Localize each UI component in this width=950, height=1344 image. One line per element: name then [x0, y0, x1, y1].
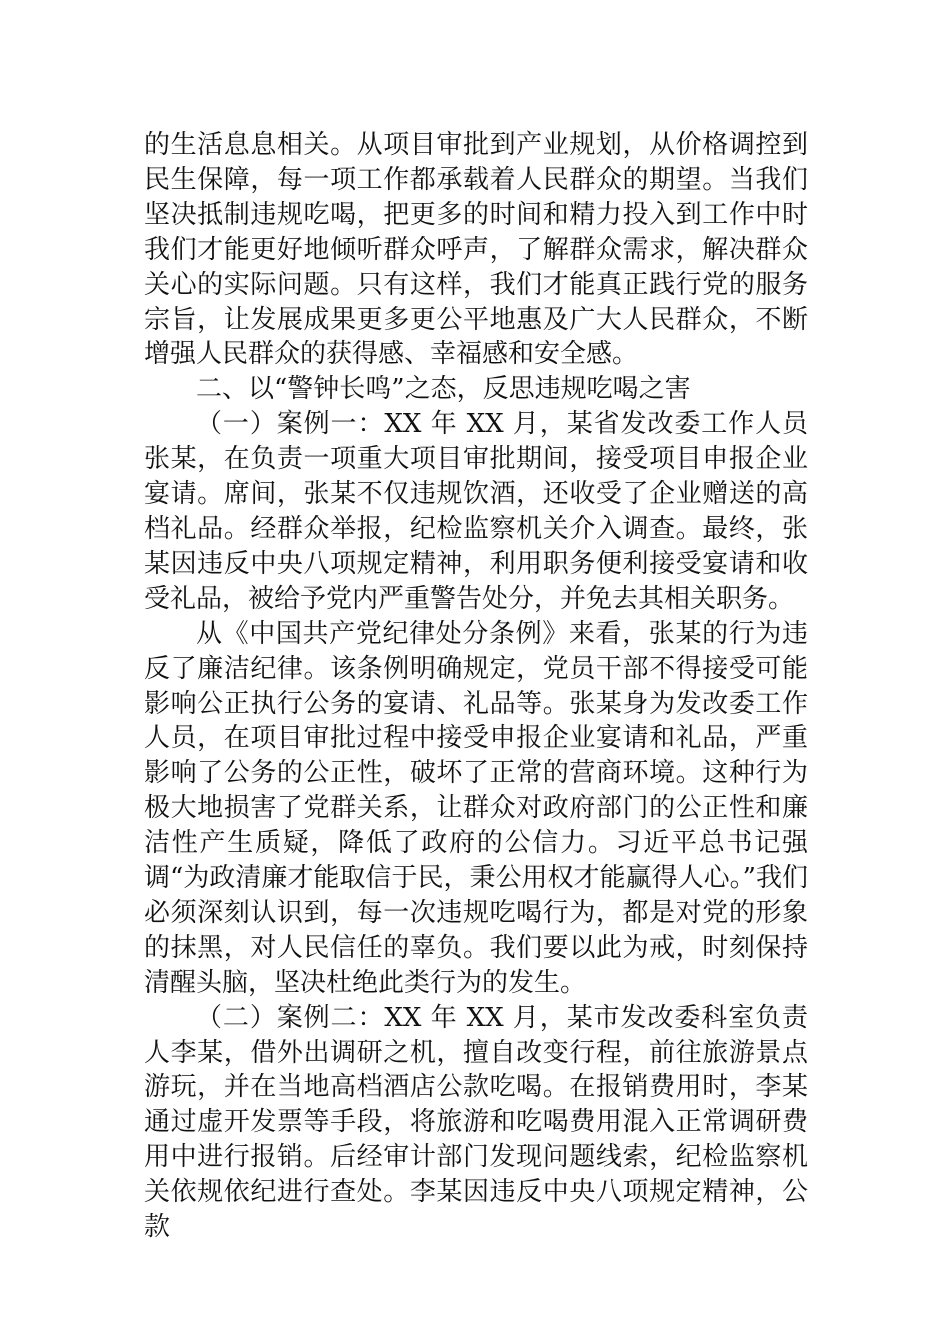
- paragraph-case-one-analysis: 从《中国共产党纪律处分条例》来看，张某的行为违反了廉洁纪律。该条例明确规定，党员干部不得接受可能影响公正执行公务的宴请、礼品等。张某身为发改委工作人员，在项目审批过程中接受申报企业宴请和礼品，严重影响了公务的公正性，破坏了正常的营商环境。这种行为极大地损害了党群关系，让群众对政府部门的公正性和廉洁性产生质疑，降低了政府的公信力。习近平总书记强调“为政清廉才能取信于民，秉公用权才能赢得人心。”我们必须深刻认识到，每一次违规吃喝行为，都是对党的形象的抹黑，对人民信任的辜负。我们要以此为戒，时刻保持清醒头脑，坚决杜绝此类行为的发生。: [144, 618, 808, 998]
- paragraph-case-one: （一）案例一：XX 年 XX 月，某省发改委工作人员张某，在负责一项重大项目审批期间，接受项目申报企业宴请。席间，张某不仅违规饮酒，还收受了企业赠送的高档礼品。经群众举报，纪检监察机关介入调查。最终，张某因违反中央八项规定精神，利用职务便利接受宴请和收受礼品，被给予党内严重警告处分，并免去其相关职务。: [144, 409, 808, 614]
- paragraph-intro: 的生活息息相关。从项目审批到产业规划，从价格调控到民生保障，每一项工作都承载着人民群众的期望。当我们坚决抵制违规吃喝，把更多的时间和精力投入到工作中时我们才能更好地倾听群众呼声，了解群众需求，解决群众关心的实际问题。只有这样，我们才能真正践行党的服务宗旨，让发展成果更多更公平地惠及广大人民群众，不断增强人民群众的获得感、幸福感和安全感。: [144, 130, 808, 370]
- paragraph-case-two: （二）案例二：XX 年 XX 月，某市发改委科室负责人李某，借外出调研之机，擅自改变行程，前往旅游景点游玩，并在当地高档酒店公款吃喝。在报销费用时，李某通过虚开发票等手段，将旅游和吃喝费用混入正常调研费用中进行报销。后经审计部门发现问题线索，纪检监察机关依规依纪进行查处。李某因违反中央八项规定精神，公款: [144, 1002, 808, 1243]
- section-heading: 二、以“警钟长鸣”之态，反思违规吃喝之害: [196, 374, 691, 405]
- document-body: [144, 128, 808, 1245]
